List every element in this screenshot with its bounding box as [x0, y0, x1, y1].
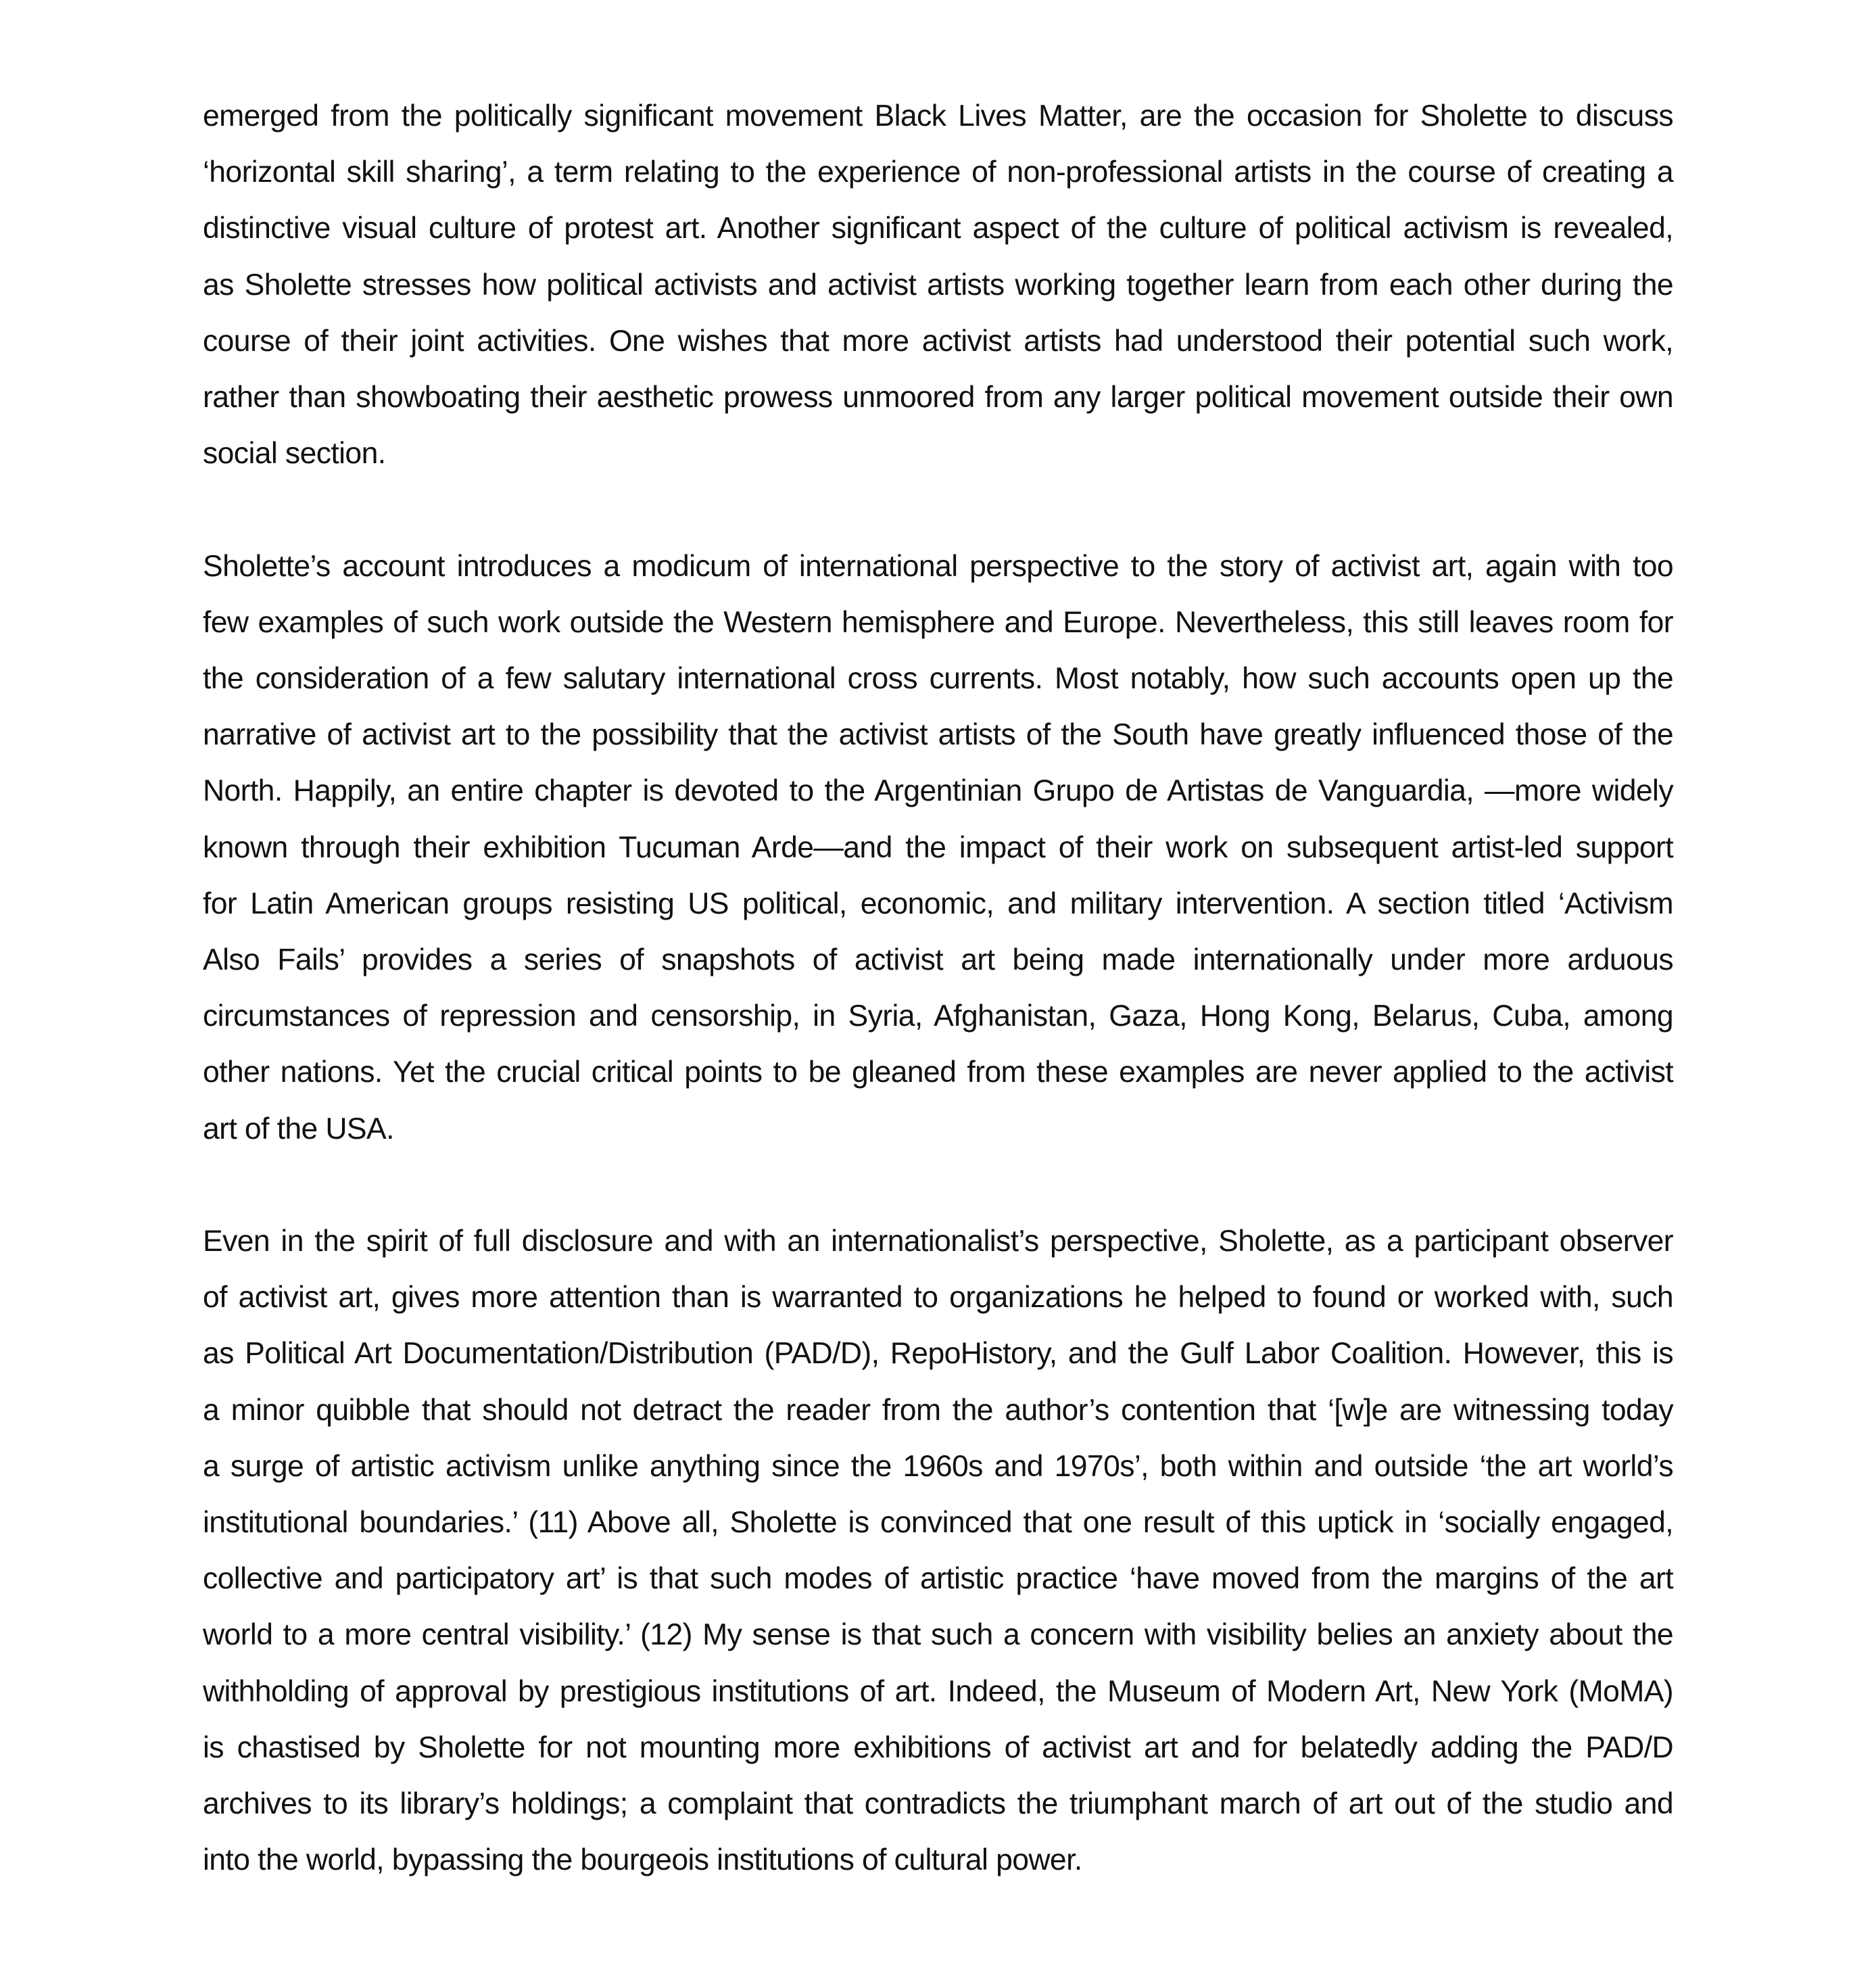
text-line: distinctive visual culture of protest art. Another significant aspect of the culture of political activism is revealed,: [203, 212, 1673, 245]
text-line: social section.: [203, 437, 386, 471]
text-line: few examples of such work outside the Western hemisphere and Europe. Nevertheless, this still leaves room for: [203, 605, 1673, 639]
text-line: withholding of approval by prestigious institutions of art. Indeed, the Museum of Modern Art, New York (MoMA): [203, 1674, 1673, 1708]
text-line: archives to its library’s holdings; a complaint that contradicts the triumphant march of art out of the studio and: [203, 1787, 1673, 1821]
text-line: course of their joint activities. One wishes that more activist artists had understood their potential such work,: [203, 324, 1673, 358]
text-line: is chastised by Sholette for not mounting more exhibitions of activist art and for belatedly adding the PAD/D: [203, 1730, 1673, 1764]
text-line: North. Happily, an entire chapter is devoted to the Argentinian Grupo de Artistas de Vanguardia, —more widely: [203, 774, 1673, 808]
text-line: known through their exhibition Tucuman Arde—and the impact of their work on subsequent artist-led support: [203, 830, 1673, 864]
text-line: for Latin American groups resisting US political, economic, and military intervention. A section titled ‘Activism: [203, 887, 1673, 920]
text-line: art of the USA.: [203, 1112, 394, 1145]
document-page: [203, 88, 1673, 1945]
text-line: rather than showboating their aesthetic prowess unmoored from any larger political movement outside their own: [203, 381, 1673, 415]
text-line: ‘horizontal skill sharing’, a term relating to the experience of non-professional artists in the course of creating a: [203, 156, 1673, 189]
text-line: world to a more central visibility.’ (12) My sense is that such a concern with visibility belies an anxiety about the: [203, 1618, 1673, 1652]
text-line: other nations. Yet the crucial critical points to be gleaned from these examples are never applied to the activist: [203, 1056, 1673, 1089]
text-line: emerged from the politically significant movement Black Lives Matter, are the occasion for Sholette to discuss: [203, 99, 1673, 133]
text-line: into the world, bypassing the bourgeois institutions of cultural power.: [203, 1843, 1082, 1877]
paragraph-1: [203, 88, 1673, 481]
text-line: institutional boundaries.’ (11) Above all, Sholette is convinced that one result of this uptick in ‘socially engaged,: [203, 1506, 1673, 1540]
text-line: collective and participatory art’ is that such modes of artistic practice ‘have moved from the margins of the art: [203, 1562, 1673, 1596]
text-line: Even in the spirit of full disclosure and with an internationalist’s perspective, Sholette, as a participant observer: [203, 1225, 1673, 1258]
text-line: a surge of artistic activism unlike anything since the 1960s and 1970s’, both within and outside ‘the art world’s: [203, 1449, 1673, 1483]
text-line: circumstances of repression and censorship, in Syria, Afghanistan, Gaza, Hong Kong, Belarus, Cuba, among: [203, 999, 1673, 1033]
paragraph-3: [203, 1213, 1673, 1888]
text-line: narrative of activist art to the possibility that the activist artists of the South have greatly influenced those of the: [203, 718, 1673, 752]
text-line: as Sholette stresses how political activists and activist artists working together learn from each other during the: [203, 268, 1673, 302]
text-line: as Political Art Documentation/Distribution (PAD/D), RepoHistory, and the Gulf Labor Coalition. However, this is: [203, 1337, 1673, 1371]
text-line: Also Fails’ provides a series of snapshots of activist art being made internationally under more arduous: [203, 943, 1673, 977]
text-line: the consideration of a few salutary international cross currents. Most notably, how such accounts open up the: [203, 662, 1673, 696]
paragraph-2: [203, 538, 1673, 1157]
text-line: Sholette’s account introduces a modicum of international perspective to the story of activist art, again with too: [203, 549, 1673, 583]
text-line: of activist art, gives more attention than is warranted to organizations he helped to found or worked with, such: [203, 1281, 1673, 1315]
text-line: a minor quibble that should not detract the reader from the author’s contention that ‘[w]e are witnessing today: [203, 1393, 1673, 1427]
